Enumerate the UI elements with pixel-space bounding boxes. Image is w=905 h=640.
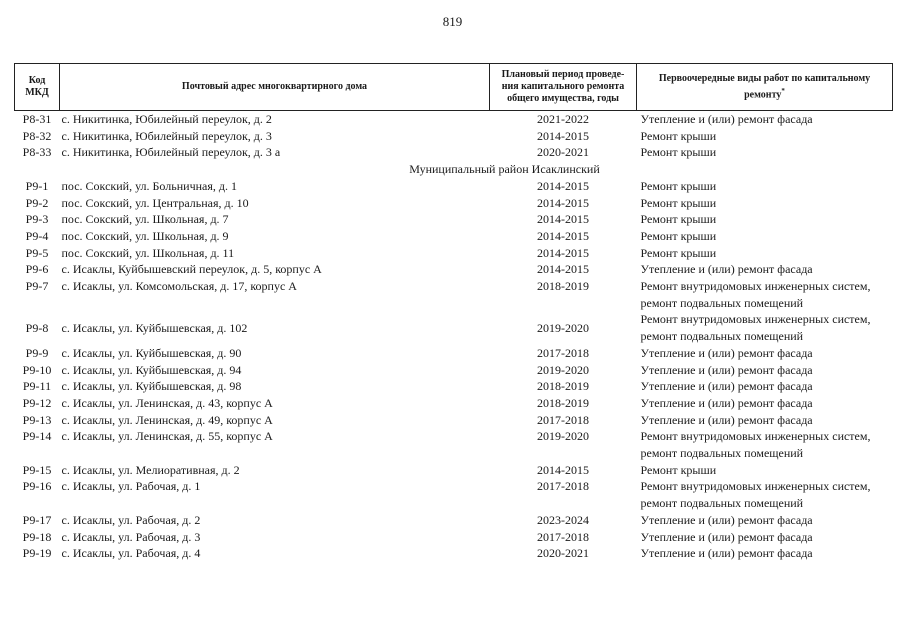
cell-address: с. Исаклы, ул. Рабочая, д. 3 (61, 529, 201, 544)
work-line: Утепление и (или) ремонт фасада (640, 395, 813, 410)
cell-work (637, 228, 893, 245)
work-line: Ремонт внутридомовых инженерных систем, (640, 312, 871, 327)
work-line: Ремонт внутридомовых инженерных систем, (640, 279, 871, 294)
cell-period: 2018-2019 (537, 379, 589, 394)
work-line: Ремонт крыши (640, 462, 717, 477)
cell-period: 2019-2020 (537, 320, 589, 335)
work-line: ремонт подвальных помещений (640, 446, 804, 461)
cell-address: с. Никитинка, Юбилейный переулок, д. 2 (61, 112, 272, 126)
cell-period: 2014-2015 (537, 462, 589, 477)
cell-code: Р9-1 (25, 178, 49, 193)
header-period-line: ния капитального ремонта (501, 81, 625, 92)
cell-code: Р9-5 (25, 245, 49, 260)
cell-code: Р9-8 (25, 320, 49, 335)
cell-period: 2014-2015 (537, 245, 589, 260)
cell-address: пос. Сокский, ул. Больничная, д. 1 (61, 178, 237, 193)
cell-address: с. Исаклы, ул. Рабочая, д. 4 (61, 546, 201, 561)
repair-plan-table (14, 63, 893, 562)
cell-address: пос. Сокский, ул. Школьная, д. 11 (61, 245, 235, 260)
cell-work (637, 111, 893, 128)
header-period-line: Плановый период проведе- (501, 69, 625, 80)
cell-work (637, 412, 893, 429)
cell-period: 2020-2021 (537, 546, 589, 561)
cell-code: Р9-9 (25, 345, 49, 360)
cell-period: 2018-2019 (537, 395, 589, 410)
cell-code: Р9-4 (25, 228, 49, 243)
cell-period: 2014-2015 (537, 262, 589, 277)
cell-address: с. Исаклы, Куйбышевский переулок, д. 5, корпус А (61, 262, 322, 277)
cell-code: Р8-32 (22, 128, 52, 143)
table-row (15, 178, 893, 195)
cell-code: Р9-17 (22, 512, 52, 527)
cell-period: 2019-2020 (537, 362, 589, 377)
cell-address: с. Исаклы, ул. Ленинская, д. 49, корпус А (61, 412, 273, 427)
cell-work (637, 395, 893, 412)
cell-address: пос. Сокский, ул. Школьная, д. 7 (61, 212, 229, 227)
cell-period: 2014-2015 (537, 212, 589, 227)
cell-code: Р9-16 (22, 479, 52, 494)
table-row (15, 278, 893, 311)
cell-work (637, 362, 893, 379)
cell-work (637, 478, 893, 511)
cell-address: с. Исаклы, ул. Мелиоративная, д. 2 (61, 462, 240, 477)
cell-address: с. Исаклы, ул. Куйбышевская, д. 98 (61, 379, 242, 394)
cell-work (637, 529, 893, 546)
work-line: ремонт подвальных помещений (640, 496, 804, 511)
work-line: Ремонт крыши (640, 128, 717, 143)
table-header-row (15, 64, 893, 111)
table-row (15, 311, 893, 344)
work-line: Ремонт крыши (640, 245, 717, 260)
table-row (15, 362, 893, 379)
cell-code: Р9-6 (25, 262, 49, 277)
table-row (15, 261, 893, 278)
work-line: Утепление и (или) ремонт фасада (640, 546, 813, 561)
cell-period: 2017-2018 (537, 412, 589, 427)
cell-address: с. Исаклы, ул. Комсомольская, д. 17, корпус А (61, 279, 297, 294)
work-line: Ремонт крыши (640, 145, 717, 160)
cell-address: с. Исаклы, ул. Ленинская, д. 55, корпус А (61, 429, 273, 444)
cell-work (637, 261, 893, 278)
cell-address: пос. Сокский, ул. Школьная, д. 9 (61, 228, 229, 243)
cell-code: Р8-31 (22, 112, 52, 126)
cell-code: Р9-2 (25, 195, 49, 210)
cell-address: пос. Сокский, ул. Центральная, д. 10 (61, 195, 249, 210)
table-row (15, 345, 893, 362)
cell-period: 2017-2018 (537, 345, 589, 360)
page-number: 819 (442, 14, 463, 29)
work-line: Утепление и (или) ремонт фасада (640, 345, 813, 360)
cell-period: 2017-2018 (537, 479, 589, 494)
header-period (490, 64, 637, 111)
work-line: Ремонт внутридомовых инженерных систем, (640, 479, 871, 494)
cell-address: с. Исаклы, ул. Ленинская, д. 43, корпус А (61, 395, 273, 410)
cell-code: Р9-3 (25, 212, 49, 227)
footnote-marker: * (781, 86, 785, 95)
table-row (15, 428, 893, 461)
work-line: Утепление и (или) ремонт фасада (640, 112, 813, 126)
table-row (15, 144, 893, 161)
header-work-line: ремонту (744, 89, 782, 101)
cell-work (637, 428, 893, 461)
cell-code: Р9-10 (22, 362, 52, 377)
cell-period: 2017-2018 (537, 529, 589, 544)
work-line: ремонт подвальных помещений (640, 295, 804, 310)
cell-code: Р9-11 (22, 379, 52, 394)
work-line: Утепление и (или) ремонт фасада (640, 412, 813, 427)
work-line: Ремонт крыши (640, 228, 717, 243)
table-row (15, 512, 893, 529)
cell-address: с. Исаклы, ул. Куйбышевская, д. 102 (61, 320, 248, 335)
work-line: Ремонт внутридомовых инженерных систем, (640, 429, 871, 444)
cell-address: с. Исаклы, ул. Куйбышевская, д. 94 (61, 362, 242, 377)
cell-code: Р9-12 (22, 395, 52, 410)
cell-period: 2014-2015 (537, 195, 589, 210)
table-body (15, 111, 893, 562)
table-row (15, 529, 893, 546)
table-row (15, 245, 893, 262)
section-title: Муниципальный район Исаклинский (409, 162, 600, 177)
cell-address: с. Исаклы, ул. Куйбышевская, д. 90 (61, 345, 242, 360)
cell-period: 2021-2022 (537, 112, 589, 126)
cell-period: 2019-2020 (537, 429, 589, 444)
header-work (637, 64, 893, 111)
section-row (15, 161, 893, 178)
cell-work (637, 144, 893, 161)
header-address: Почтовый адрес многоквартирного дома (60, 64, 490, 111)
table-row (15, 378, 893, 395)
table-row (15, 462, 893, 479)
header-code: Код МКД (15, 64, 60, 111)
table-row (15, 111, 893, 128)
header-period-line: общего имущества, годы (507, 93, 619, 104)
cell-address: с. Никитинка, Юбилейный переулок, д. 3 а (61, 145, 281, 160)
table-row (15, 128, 893, 145)
cell-period: 2014-2015 (537, 128, 589, 143)
cell-work (637, 211, 893, 228)
cell-work (637, 345, 893, 362)
cell-code: Р9-14 (22, 429, 52, 444)
cell-period: 2023-2024 (537, 512, 589, 527)
cell-period: 2020-2021 (537, 145, 589, 160)
cell-period: 2014-2015 (537, 228, 589, 243)
cell-work (637, 245, 893, 262)
cell-address: с. Никитинка, Юбилейный переулок, д. 3 (61, 128, 272, 143)
table-row (15, 545, 893, 562)
cell-period: 2018-2019 (537, 279, 589, 294)
cell-period: 2014-2015 (537, 178, 589, 193)
cell-work (637, 512, 893, 529)
cell-work (637, 128, 893, 145)
table-row (15, 195, 893, 212)
cell-address: с. Исаклы, ул. Рабочая, д. 2 (61, 512, 201, 527)
work-line: Ремонт крыши (640, 212, 717, 227)
table-row (15, 412, 893, 429)
cell-code: Р9-13 (22, 412, 52, 427)
work-line: Утепление и (или) ремонт фасада (640, 529, 813, 544)
table-row (15, 478, 893, 511)
work-line: ремонт подвальных помещений (640, 329, 804, 344)
cell-work (637, 462, 893, 479)
cell-address: с. Исаклы, ул. Рабочая, д. 1 (61, 479, 201, 494)
table-row (15, 228, 893, 245)
cell-work (637, 378, 893, 395)
work-line: Ремонт крыши (640, 195, 717, 210)
table-row (15, 395, 893, 412)
cell-work (637, 178, 893, 195)
work-line: Утепление и (или) ремонт фасада (640, 262, 813, 277)
work-line: Утепление и (или) ремонт фасада (640, 379, 813, 394)
cell-code: Р9-19 (22, 546, 52, 561)
header-work-line: Первоочередные виды работ по капитальному (658, 72, 871, 84)
cell-work (637, 195, 893, 212)
cell-code: Р9-7 (25, 279, 49, 294)
work-line: Ремонт крыши (640, 178, 717, 193)
work-line: Утепление и (или) ремонт фасада (640, 512, 813, 527)
work-line: Утепление и (или) ремонт фасада (640, 362, 813, 377)
cell-code: Р8-33 (22, 145, 52, 160)
cell-work (637, 545, 893, 562)
cell-code: Р9-18 (22, 529, 52, 544)
cell-code: Р9-15 (22, 462, 52, 477)
table-row (15, 211, 893, 228)
cell-work (637, 311, 893, 344)
cell-work (637, 278, 893, 311)
